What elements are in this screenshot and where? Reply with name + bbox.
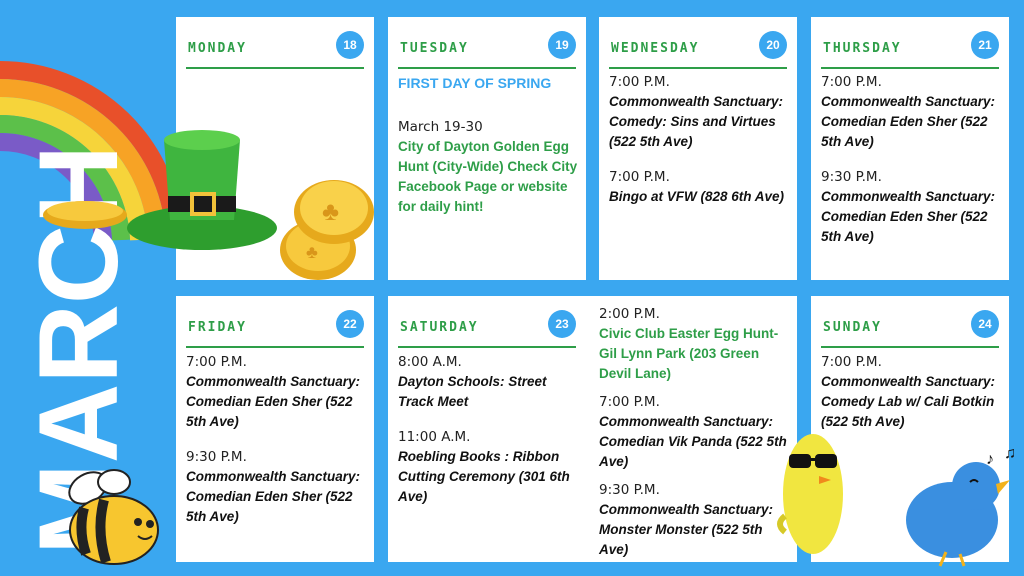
event-description: City of Dayton Golden Egg Hunt (City-Wide) Check City Facebook Page or website for daily hint! [398,139,578,214]
event-item [821,72,1001,152]
event-time: 7:00 P.M. [609,74,670,90]
date-range: March 19-30 [398,119,483,135]
event-item [186,352,366,432]
event-time: 8:00 A.M. [398,354,462,370]
event-description: Bingo at VFW (828 6th Ave) [609,189,785,204]
day-header [398,314,576,348]
event-time: 9:30 P.M. [186,449,247,465]
day-name: MONDAY [188,41,247,56]
day-header [186,314,364,348]
svg-text:♣: ♣ [306,242,318,262]
spring-headline: FIRST DAY OF SPRING [398,75,552,91]
bluebird-icon [900,440,1024,570]
day-name: THURSDAY [823,41,902,56]
event-item [599,392,787,472]
event-description: Commonwealth Sanctuary: Comedian Eden Sher (522 5th Ave) [186,374,361,429]
day-header [821,314,999,348]
svg-text:MARCH: MARCH [16,138,141,555]
day-name: SUNDAY [823,320,882,335]
event-time: 7:00 P.M. [186,354,247,370]
bee-icon [52,462,170,572]
day-number-badge: 22 [336,310,364,338]
svg-text:♣: ♣ [322,196,340,226]
event-item [398,427,584,507]
day-card-tuesday [388,17,586,280]
coin-stack-icon [40,195,130,235]
event-time: 7:00 P.M. [821,354,882,370]
event-time: 11:00 A.M. [398,429,471,445]
day-number-badge: 19 [548,31,576,59]
day-number-badge: 21 [971,31,999,59]
event-item [398,352,584,412]
event-item [599,304,787,384]
svg-text:♪: ♪ [986,451,994,468]
event-item [599,480,787,560]
event-description: Commonwealth Sanctuary: Monster Monster (522 5th Ave) [599,502,774,557]
chick-icon [775,432,845,566]
gold-coins-icon [268,168,380,284]
day-header [398,35,576,69]
event-item [609,167,789,207]
event-description: Commonwealth Sanctuary: Comedy Lab w/ Cali Botkin (522 5th Ave) [821,374,996,429]
event-time: 7:00 P.M. [609,169,670,185]
event-item [821,167,1001,247]
event-time: 9:30 P.M. [599,482,660,498]
event-item [609,72,789,152]
event-time: 9:30 P.M. [821,169,882,185]
event-description: Roebling Books : Ribbon Cutting Ceremony (301 6th Ave) [398,449,570,504]
day-number-badge: 20 [759,31,787,59]
event-description: Commonwealth Sanctuary: Comedian Eden Sher (522 5th Ave) [821,94,996,149]
event-time: 2:00 P.M. [599,306,660,322]
event-time: 7:00 P.M. [599,394,660,410]
day-number-badge: 18 [336,31,364,59]
event-item [821,352,1001,432]
day-header [186,35,364,69]
day-name: SATURDAY [400,320,479,335]
day-card-friday [176,296,374,562]
event-description: Commonwealth Sanctuary: Comedy: Sins and Virtues (522 5th Ave) [609,94,784,149]
day-card-thursday [811,17,1009,280]
day-header [821,35,999,69]
leprechaun-hat-icon [122,110,282,260]
day-number-badge: 23 [548,310,576,338]
event-description: Dayton Schools: Street Track Meet [398,374,547,409]
event-item [186,447,366,527]
event-time: 7:00 P.M. [821,74,882,90]
day-card-saturday [388,296,797,562]
svg-text:♫: ♫ [1004,445,1016,462]
day-name: WEDNESDAY [611,41,700,56]
day-name: TUESDAY [400,41,469,56]
day-card-wednesday [599,17,797,280]
event-description: Commonwealth Sanctuary: Comedian Eden Sher (522 5th Ave) [186,469,361,524]
day-header [609,35,787,69]
event-description: Commonwealth Sanctuary: Comedian Eden Sher (522 5th Ave) [821,189,996,244]
event-description: Civic Club Easter Egg Hunt- Gil Lynn Park (203 Green Devil Lane) [599,326,779,381]
event-description: Commonwealth Sanctuary: Comedian Vik Panda (522 5th Ave) [599,414,787,469]
day-number-badge: 24 [971,310,999,338]
day-name: FRIDAY [188,320,247,335]
